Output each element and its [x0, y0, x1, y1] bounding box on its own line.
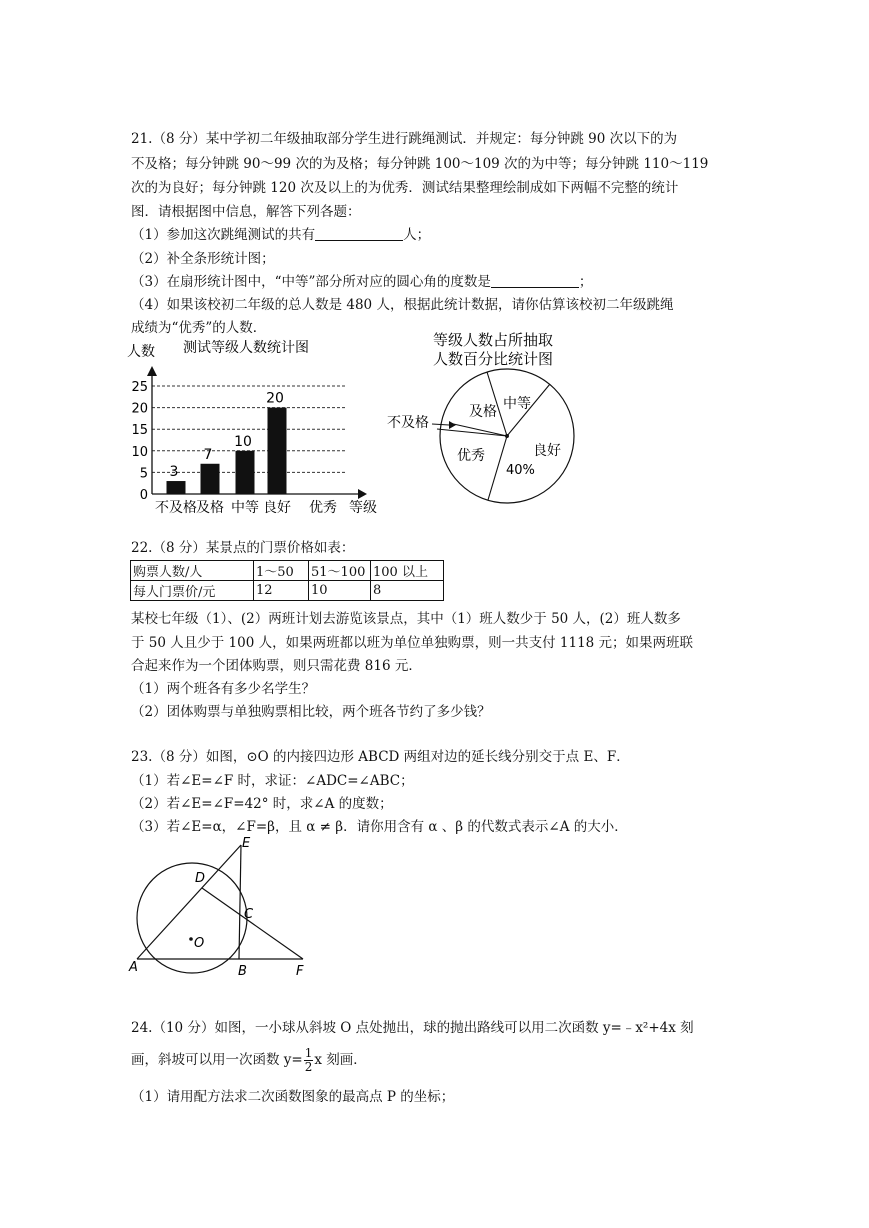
x-tick-label: 中等	[231, 500, 259, 516]
line-ae	[137, 845, 241, 959]
x-tick-label: 良好	[263, 500, 291, 516]
table-cell: 10	[309, 581, 371, 601]
y-tick-label: 5	[139, 466, 148, 482]
q21-part-1: （1）参加这次跳绳测试的共有 人；	[131, 227, 431, 243]
q24-part-1: （1）请用配方法求二次函数图象的最高点 P 的坐标；	[131, 1089, 455, 1105]
label-f: F	[296, 964, 304, 979]
q21-part-3: （3）在扇形统计图中，“中等”部分所对应的圆心角的度数是 ；	[131, 274, 593, 290]
q22-body-line-3: 合起来作为一个团体购票，则只需花费 816 元．	[131, 658, 422, 674]
y-tick-label: 15	[131, 423, 148, 439]
table-row	[131, 561, 444, 581]
answer-blank-2[interactable]	[491, 273, 579, 288]
fraction-one-half: $\frac{1}{2}$	[304, 1046, 313, 1074]
q23-stem: 23.（8 分）如图，⊙O 的内接四边形 ABCD 两组对边的延长线分别交于点 E、F．	[131, 749, 630, 765]
y-tick-label: 25	[131, 380, 148, 395]
pie-label-优秀: 优秀	[457, 448, 485, 464]
q21-part-4-line-1: （4）如果该校初二年级的总人数是 480 人，根据此统计数据，请你估算该校初二年级跳绳	[131, 297, 674, 313]
q21-stem-line-1: 21.（8 分）某中学初二年级抽取部分学生进行跳绳测试．并规定：每分钟跳 90 次以下的为	[131, 131, 678, 147]
pie-label-及格: 及格	[469, 404, 497, 420]
line-eb	[239, 845, 241, 959]
table-cell: 100 以上	[371, 561, 444, 581]
y-axis-label: 人数	[127, 344, 155, 360]
bar-及格	[201, 464, 220, 494]
q22-part-1: （1）两个班各有多少名学生？	[131, 681, 316, 697]
y-tick-label: 0	[139, 488, 148, 503]
bar-value-label: 3	[169, 464, 179, 481]
label-o: O	[194, 936, 205, 951]
line-df	[202, 888, 303, 959]
q21-stem-line-4: 图．请根据图中信息，解答下列各题：	[131, 204, 361, 220]
table-cell: 购票人数/人	[131, 561, 254, 581]
label-a: A	[129, 960, 138, 975]
label-e: E	[242, 836, 251, 851]
pie-label-良好: 良好	[533, 443, 561, 459]
q24-line-2: 画，斜坡可以用一次函数 y= $\frac{1}{2}$ x 刻画．	[131, 1046, 367, 1074]
y-axis-arrow	[147, 366, 157, 376]
pie-center	[505, 434, 509, 438]
pie-slice-divider	[449, 423, 507, 436]
pie-title-line-2: 人数百分比统计图	[433, 350, 554, 368]
q23-part-1: （1）若∠E=∠F 时，求证：∠ADC=∠ABC；	[131, 773, 414, 789]
label-c: C	[244, 907, 254, 922]
x-tick-label: 及格	[196, 500, 224, 516]
q21-stem-line-3: 次的为良好；每分钟跳 120 次及以上的为优秀．测试结果整理绘制成如下两幅不完整的统计	[131, 180, 679, 196]
pie-chart	[385, 328, 585, 513]
q22-part-2: （2）团体购票与单独购票相比较，两个班各节约了多少钱？	[131, 704, 491, 720]
circle-o	[137, 863, 247, 973]
label-d: D	[195, 871, 206, 886]
pie-label-不及格: 不及格	[387, 415, 429, 431]
bar-良好	[268, 408, 287, 494]
bar-中等	[236, 451, 255, 494]
pie-percent-label: 40%	[506, 463, 535, 478]
q21-part-2: （2）补全条形统计图；	[131, 251, 275, 267]
table-row	[131, 581, 444, 601]
geometry-figure	[125, 835, 325, 985]
bar-value-label: 10	[234, 433, 252, 450]
table-cell: 12	[254, 581, 309, 601]
leader-arrow	[449, 421, 456, 429]
q21-stem-line-2: 不及格；每分钟跳 90～99 次的为及格；每分钟跳 100～109 次的为中等；每分钟跳 110～119	[131, 156, 709, 172]
q21-part-4-line-2: 成绩为“优秀”的人数．	[131, 320, 267, 336]
table-cell: 1～50	[254, 561, 309, 581]
table-cell: 51～100	[309, 561, 371, 581]
price-table	[130, 560, 444, 601]
label-b: B	[238, 964, 247, 979]
table-cell: 每人门票价/元	[131, 581, 254, 601]
answer-blank-1[interactable]	[315, 226, 403, 241]
table-cell: 8	[371, 581, 444, 601]
pie-slice-divider	[437, 429, 507, 436]
pie-slice-divider	[488, 436, 507, 500]
q22-body-line-2: 于 50 人且少于 100 人，如果两班都以班为单位单独购票，则一共支付 1118 元；如果两班联	[131, 635, 694, 651]
leader-line	[432, 424, 449, 425]
x-tick-label: 不及格	[155, 500, 197, 516]
q22-stem: 22.（8 分）某景点的门票价格如表：	[131, 540, 355, 556]
q23-part-2: （2）若∠E=∠F=42° 时，求∠A 的度数；	[131, 796, 393, 812]
x-axis-label: 等级	[349, 500, 377, 516]
center-dot	[189, 937, 193, 941]
x-axis-arrow	[358, 489, 367, 499]
q24-line-1: 24.（10 分）如图，一小球从斜坡 O 点处抛出，球的抛出路线可以用二次函数 y=﹣x²+4x 刻	[131, 1020, 694, 1036]
pie-label-中等: 中等	[503, 396, 531, 412]
pie-title-line-1: 等级人数占所抽取	[433, 331, 554, 349]
bar-value-label: 20	[266, 390, 284, 407]
q23-part-3: （3）若∠E=α，∠F=β，且 α ≠ β．请你用含有 α 、β 的代数式表示∠A 的大小．	[131, 819, 628, 835]
y-tick-label: 20	[131, 401, 148, 417]
bar-不及格	[167, 481, 186, 494]
y-tick-label: 10	[131, 444, 148, 460]
q22-body-line-1: 某校七年级（1）、(2）两班计划去游览该景点，其中（1）班人数少于 50 人，(2）班人数多	[131, 611, 681, 627]
chart-title: 测试等级人数统计图	[183, 340, 309, 356]
bar-chart	[125, 334, 390, 519]
bar-value-label: 7	[203, 446, 213, 463]
x-tick-label: 优秀	[309, 500, 337, 516]
